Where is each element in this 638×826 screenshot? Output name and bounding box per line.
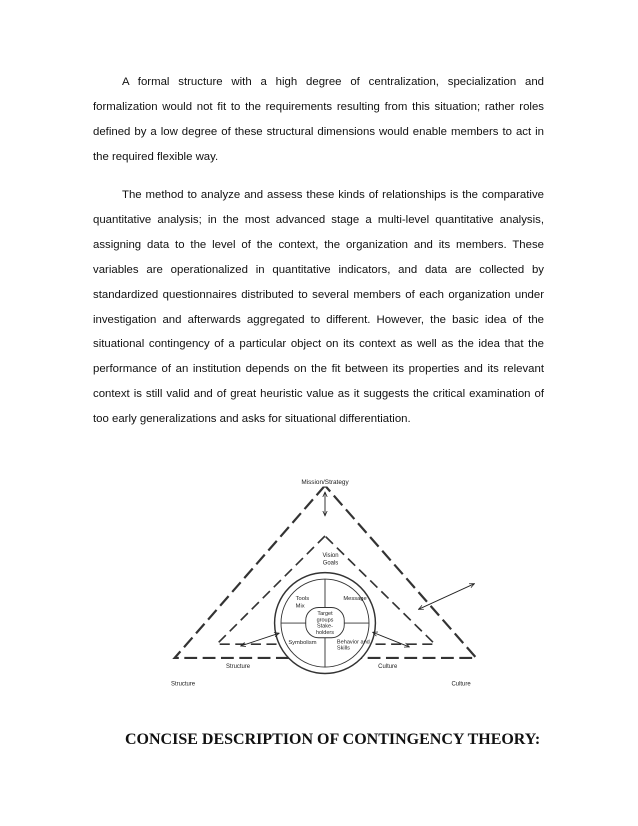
- goals-label: Goals: [322, 560, 339, 567]
- groups-label: groups: [316, 617, 334, 624]
- paragraph-formal-structure: [93, 70, 544, 170]
- contingency-diagram: [145, 470, 505, 690]
- paragraph-text: The method to analyze and assess these kinds of relationships is the comparative quantitative analysis; in the most advanced stage a multi-level quantitative analysis, assigning data to the level of the context, the organization and its members. These variables are operationalized in quantitative indicators, and data are collected by standardized questionnaires distributed to several members of each organization under investigation and afterwards aggregated to different. However, the basic idea of the situational contingency of a particular object on its context as well as the idea that the performance of an institution depends on the fit between its properties and its relevant context is still valid and of great heuristic value as it suggests the critical examination of too early generalizations and asks for situational differentiation.: [93, 189, 544, 426]
- mix-label: Mix: [295, 603, 305, 610]
- vision-label: Vision: [322, 553, 339, 560]
- target-label: Target: [317, 610, 333, 617]
- culture-inner-label: Culture: [378, 664, 398, 670]
- structure-inner-label: Structure: [226, 664, 251, 670]
- stake-label: Stake-: [317, 623, 333, 630]
- symbolism-label: Symbolism: [288, 640, 317, 647]
- section-heading: CONCISE DESCRIPTION OF CONTINGENCY THEORY:: [125, 731, 541, 748]
- structure-outer-label: Structure: [171, 681, 196, 688]
- message-label: Message: [343, 596, 367, 603]
- paragraph-method: [93, 183, 544, 432]
- external-arrow: [419, 584, 475, 610]
- paragraph-text: A formal structure with a high degree of centralization, specialization and formalization would not fit to the requirements resulting from this situation; rather roles defined by a low degree of these structural dimensions would enable members to act in the required flexible way.: [93, 76, 544, 163]
- skills-label: Skills: [336, 645, 350, 652]
- mission-strategy-label: Mission/Strategy: [301, 478, 349, 486]
- culture-outer-label: Culture: [451, 681, 471, 688]
- tools-label: Tools: [295, 596, 310, 603]
- holders-label: holders: [315, 630, 335, 637]
- behavior-label: Behavior and: [336, 639, 370, 646]
